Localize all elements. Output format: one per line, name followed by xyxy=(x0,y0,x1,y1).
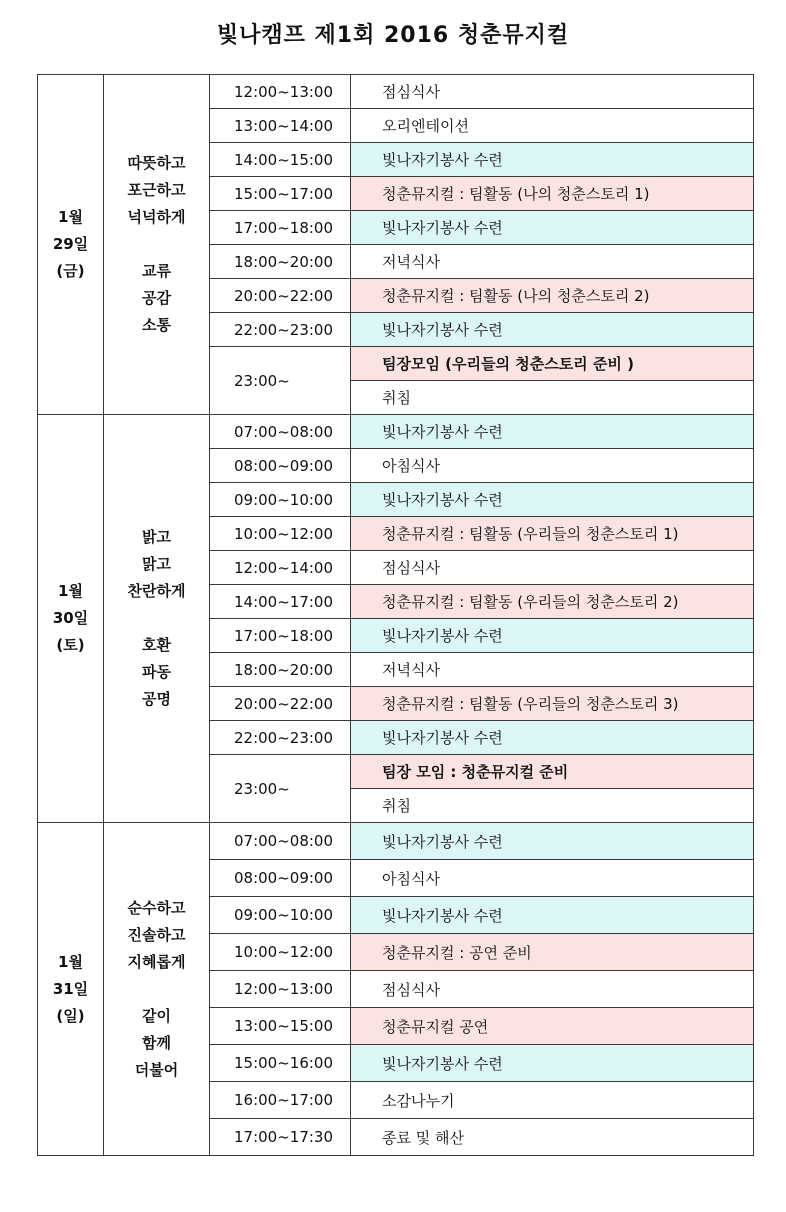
activity-text: 빛나자기봉사 수련 xyxy=(382,832,503,851)
activity-text: 청춘뮤지컬 : 팀활동 (나의 청춘스토리 2) xyxy=(382,287,650,305)
time-cell xyxy=(210,687,351,721)
day-label-line: 1월 xyxy=(58,582,83,600)
activity-cell xyxy=(351,279,754,313)
activity-text: 소감나누기 xyxy=(382,1091,455,1110)
time-text: 12:00~14:00 xyxy=(234,558,334,577)
theme-line: 지혜롭게 xyxy=(127,952,186,971)
theme-line: 밝고 xyxy=(142,528,171,546)
activity-text: 청춘뮤지컬 : 팀활동 (나의 청춘스토리 1) xyxy=(382,185,650,203)
theme-cell xyxy=(104,823,210,1156)
day-label-line: 30일 xyxy=(52,609,89,627)
time-cell xyxy=(210,177,351,211)
activity-text: 청춘뮤지컬 : 팀활동 (우리들의 청춘스토리 1) xyxy=(382,525,679,543)
time-cell xyxy=(210,971,351,1008)
activity-text: 종료 및 해산 xyxy=(382,1128,464,1147)
time-text: 17:00~18:00 xyxy=(234,626,334,645)
theme-gap xyxy=(104,231,209,258)
activity-cell xyxy=(351,934,754,971)
time-cell xyxy=(210,279,351,313)
activity-cell xyxy=(351,109,754,143)
activity-cell xyxy=(351,653,754,687)
theme-line: 포근하고 xyxy=(127,181,186,199)
time-cell xyxy=(210,483,351,517)
activity-text: 오리엔테이션 xyxy=(382,117,469,135)
activity-text: 취침 xyxy=(382,797,411,815)
activity-text: 청춘뮤지컬 : 팀활동 (우리들의 청춘스토리 2) xyxy=(382,593,679,611)
time-text: 15:00~16:00 xyxy=(234,1054,334,1072)
theme-line: 파동 xyxy=(142,663,171,681)
activity-cell xyxy=(351,211,754,245)
time-cell xyxy=(210,211,351,245)
time-cell xyxy=(210,1045,351,1082)
activity-text: 팀장모임 (우리들의 청춘스토리 준비 ) xyxy=(382,355,634,373)
activity-cell xyxy=(351,721,754,755)
activity-cell xyxy=(351,313,754,347)
activity-text: 빛나자기봉사 수련 xyxy=(382,729,503,747)
theme-gap xyxy=(104,605,209,632)
time-cell xyxy=(210,823,351,860)
time-cell xyxy=(210,313,351,347)
time-text: 12:00~13:00 xyxy=(234,980,334,998)
activity-cell xyxy=(351,415,754,449)
activity-text: 빛나자기봉사 수련 xyxy=(382,491,503,509)
activity-cell xyxy=(351,897,754,934)
activity-cell xyxy=(351,1008,754,1045)
time-cell xyxy=(210,585,351,619)
time-text: 23:00~ xyxy=(234,779,290,798)
activity-cell xyxy=(351,823,754,860)
theme-line: 소통 xyxy=(142,316,171,334)
theme-line: 함께 xyxy=(142,1033,171,1052)
time-cell xyxy=(210,934,351,971)
theme-line: 공감 xyxy=(142,289,171,307)
day-cell xyxy=(38,415,104,823)
activity-text: 빛나자기봉사 수련 xyxy=(382,151,503,169)
page-title: 빛나캠프 제1회 2016 청춘뮤지컬 xyxy=(216,23,570,48)
theme-line: 공명 xyxy=(142,690,171,708)
time-text: 14:00~17:00 xyxy=(234,592,334,611)
time-text: 23:00~ xyxy=(234,371,290,390)
activity-text: 점심식사 xyxy=(382,559,440,577)
activity-text: 빛나자기봉사 수련 xyxy=(382,627,503,645)
time-text: 08:00~09:00 xyxy=(234,869,334,887)
activity-text: 점심식사 xyxy=(382,980,440,999)
theme-line: 호환 xyxy=(142,636,171,654)
theme-line: 넉넉하게 xyxy=(127,208,186,226)
time-text: 20:00~22:00 xyxy=(234,694,334,713)
time-cell xyxy=(210,347,351,415)
time-text: 18:00~20:00 xyxy=(234,252,334,271)
time-cell xyxy=(210,1119,351,1156)
theme-line: 진솔하고 xyxy=(127,925,186,944)
time-cell xyxy=(210,897,351,934)
activity-text: 아침식사 xyxy=(382,457,440,475)
activity-cell xyxy=(351,971,754,1008)
time-text: 13:00~15:00 xyxy=(234,1017,334,1035)
theme-gap xyxy=(104,976,209,1003)
time-text: 08:00~09:00 xyxy=(234,456,334,475)
activity-text: 청춘뮤지컬 공연 xyxy=(382,1017,489,1036)
activity-cell xyxy=(351,517,754,551)
time-text: 09:00~10:00 xyxy=(234,906,334,924)
activity-cell xyxy=(351,585,754,619)
time-text: 10:00~12:00 xyxy=(234,943,334,961)
time-cell xyxy=(210,517,351,551)
activity-text: 팀장 모임 : 청춘뮤지컬 준비 xyxy=(382,763,569,781)
activity-cell xyxy=(351,483,754,517)
time-cell xyxy=(210,551,351,585)
time-text: 09:00~10:00 xyxy=(234,490,334,509)
time-text: 14:00~15:00 xyxy=(234,150,334,169)
activity-text: 빛나자기봉사 수련 xyxy=(382,906,503,925)
time-text: 16:00~17:00 xyxy=(234,1091,334,1109)
activity-cell xyxy=(351,143,754,177)
time-cell xyxy=(210,619,351,653)
activity-text: 점심식사 xyxy=(382,83,440,101)
activity-cell xyxy=(351,687,754,721)
time-cell xyxy=(210,415,351,449)
time-text: 12:00~13:00 xyxy=(234,82,334,101)
activity-cell xyxy=(351,347,754,381)
activity-cell xyxy=(351,1082,754,1119)
activity-text: 청춘뮤지컬 : 공연 준비 xyxy=(382,943,532,962)
time-cell xyxy=(210,860,351,897)
day-cell xyxy=(38,75,104,415)
activity-cell xyxy=(351,860,754,897)
activity-text: 저녁식사 xyxy=(382,253,440,271)
theme-line: 더불어 xyxy=(134,1060,179,1079)
activity-text: 청춘뮤지컬 : 팀활동 (우리들의 청춘스토리 3) xyxy=(382,695,679,713)
time-text: 22:00~23:00 xyxy=(234,320,334,339)
activity-text: 아침식사 xyxy=(382,869,440,888)
activity-cell xyxy=(351,789,754,823)
day-label-line: 1월 xyxy=(58,208,83,226)
theme-cell xyxy=(104,415,210,823)
activity-cell xyxy=(351,449,754,483)
day-label-line: 29일 xyxy=(52,235,89,253)
activity-text: 빛나자기봉사 수련 xyxy=(382,423,503,441)
time-text: 15:00~17:00 xyxy=(234,184,334,203)
time-cell xyxy=(210,75,351,109)
time-cell xyxy=(210,755,351,823)
day-label-line: (일) xyxy=(56,1006,85,1025)
activity-text: 취침 xyxy=(382,389,411,407)
time-text: 17:00~18:00 xyxy=(234,218,334,237)
activity-cell xyxy=(351,1119,754,1156)
day-label-line: (금) xyxy=(56,262,85,280)
time-cell xyxy=(210,449,351,483)
schedule-row xyxy=(38,75,754,109)
theme-cell xyxy=(104,75,210,415)
theme-line: 찬란하게 xyxy=(127,582,186,600)
activity-text: 빛나자기봉사 수련 xyxy=(382,321,503,339)
activity-cell xyxy=(351,755,754,789)
time-text: 20:00~22:00 xyxy=(234,286,334,305)
theme-line: 따뜻하고 xyxy=(127,154,186,172)
activity-cell xyxy=(351,245,754,279)
time-cell xyxy=(210,109,351,143)
activity-cell xyxy=(351,381,754,415)
day-label-line: 31일 xyxy=(52,979,89,998)
activity-cell xyxy=(351,177,754,211)
activity-text: 저녁식사 xyxy=(382,661,440,679)
activity-text: 빛나자기봉사 수련 xyxy=(382,219,503,237)
time-text: 22:00~23:00 xyxy=(234,728,334,747)
theme-line: 순수하고 xyxy=(127,898,186,917)
time-cell xyxy=(210,1082,351,1119)
time-text: 07:00~08:00 xyxy=(234,422,334,441)
time-cell xyxy=(210,653,351,687)
activity-text: 빛나자기봉사 수련 xyxy=(382,1054,503,1073)
theme-line: 맑고 xyxy=(142,555,171,573)
activity-cell xyxy=(351,551,754,585)
time-text: 07:00~08:00 xyxy=(234,832,334,850)
schedule-table xyxy=(37,74,754,1156)
time-cell xyxy=(210,143,351,177)
schedule-row xyxy=(38,415,754,449)
time-text: 13:00~14:00 xyxy=(234,116,334,135)
time-text: 17:00~17:30 xyxy=(234,1128,334,1146)
day-label-line: (토) xyxy=(56,636,85,654)
time-cell xyxy=(210,1008,351,1045)
day-cell xyxy=(38,823,104,1156)
theme-line: 같이 xyxy=(142,1006,171,1025)
schedule-row xyxy=(38,823,754,860)
activity-cell xyxy=(351,75,754,109)
time-cell xyxy=(210,721,351,755)
activity-cell xyxy=(351,1045,754,1082)
activity-cell xyxy=(351,619,754,653)
time-text: 10:00~12:00 xyxy=(234,524,334,543)
theme-line: 교류 xyxy=(142,262,171,280)
time-text: 18:00~20:00 xyxy=(234,660,334,679)
time-cell xyxy=(210,245,351,279)
day-label-line: 1월 xyxy=(58,952,83,971)
